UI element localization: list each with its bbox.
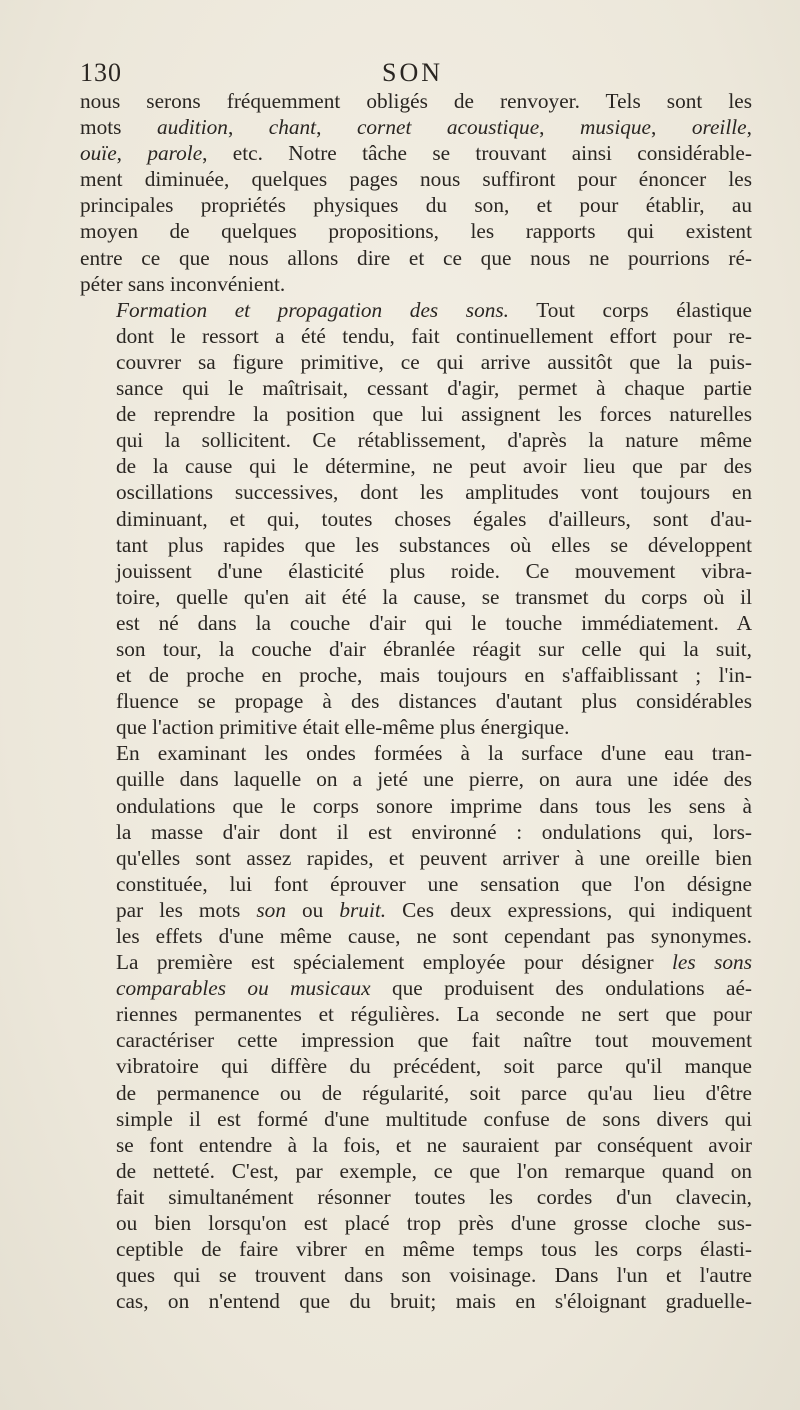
text-run: ,	[746, 115, 752, 140]
text-run: Tout corps élastique	[509, 297, 752, 322]
italic-text: Formation et propagation des sons.	[116, 297, 509, 322]
text-run: ,	[116, 141, 148, 166]
text-run: La première est spécialement employée pour désigner	[116, 950, 673, 975]
text-run: couvrer sa figure primitive, ce qui arrive aussitôt que la puis-	[116, 349, 752, 374]
text-line	[80, 1158, 752, 1184]
text-run: simple il est formé d'une multitude confuse de sons divers qui	[116, 1106, 752, 1131]
text-run: principales propriétés physiques du son, et pour établir, au	[80, 193, 752, 218]
text-line	[80, 636, 752, 662]
text-line	[80, 166, 752, 192]
text-run: ,	[316, 115, 357, 140]
text-line	[80, 245, 752, 271]
text-run: ,	[539, 115, 580, 140]
text-line	[80, 949, 752, 975]
text-run: ,	[227, 115, 269, 140]
body-text	[80, 88, 752, 1314]
text-line	[80, 793, 752, 819]
text-line	[80, 1053, 752, 1079]
text-run: vibratoire qui diffère du précédent, soit parce qu'il manque	[116, 1054, 752, 1079]
text-run: diminuant, et qui, toutes choses égales d'ailleurs, sont d'au-	[116, 506, 752, 531]
text-line	[80, 714, 752, 740]
text-line	[80, 923, 752, 949]
italic-text: musique	[580, 115, 651, 140]
text-run: fait simultanément résonner toutes les cordes d'un clavecin,	[116, 1184, 752, 1209]
text-line	[80, 766, 752, 792]
text-line	[80, 1262, 752, 1288]
text-line	[80, 375, 752, 401]
running-head: SON	[382, 58, 444, 87]
italic-text: chant	[268, 115, 317, 140]
text-line	[80, 349, 752, 375]
text-line	[80, 1236, 752, 1262]
text-line	[80, 558, 752, 584]
text-line	[80, 584, 752, 610]
text-run: ondulations que le corps sonore imprime dans tous les sens à	[116, 793, 752, 818]
text-line	[80, 1001, 752, 1027]
text-run: péter sans inconvénient.	[80, 271, 286, 296]
text-line	[80, 479, 752, 505]
italic-text: cornet acoustique	[356, 115, 540, 140]
text-line	[80, 114, 752, 140]
text-run: mots	[80, 115, 157, 140]
italic-text: audition	[156, 115, 228, 140]
italic-text: parole	[147, 141, 203, 166]
text-run: En examinant les ondes formées à la surface d'une eau tran-	[116, 741, 752, 766]
text-run: quille dans laquelle on a jeté une pierre, on aura une idée des	[116, 767, 752, 792]
text-run: par les mots	[116, 897, 257, 922]
text-line	[80, 140, 752, 166]
text-line	[80, 740, 752, 766]
text-run: ceptible de faire vibrer en même temps tous les corps élasti-	[116, 1237, 752, 1262]
text-run: de reprendre la position que lui assignent les forces naturelles	[116, 402, 752, 427]
italic-text: ouïe	[80, 141, 117, 166]
text-run: que l'action primitive était elle-même plus énergique.	[116, 715, 570, 740]
text-run: de netteté. C'est, par exemple, ce que l'on remarque quand on	[116, 1158, 752, 1183]
text-line	[80, 897, 752, 923]
page-header	[80, 58, 752, 88]
text-run: nous serons fréquemment obligés de renvoyer. Tels sont les	[80, 89, 752, 113]
text-run: les effets d'une même cause, ne sont cependant pas synonymes.	[116, 924, 752, 948]
text-run: ou	[285, 897, 340, 922]
text-line	[80, 401, 752, 427]
text-line	[80, 323, 752, 349]
text-line	[80, 1184, 752, 1210]
text-run: Ces deux expressions, qui indiquent	[386, 897, 752, 922]
text-line	[80, 975, 752, 1001]
text-run: dont le ressort a été tendu, fait continuellement effort pour re-	[116, 323, 752, 348]
text-line	[80, 1027, 752, 1053]
text-line	[80, 662, 752, 688]
italic-text: comparables ou musicaux	[116, 976, 371, 1001]
text-line	[80, 610, 752, 636]
text-line	[80, 506, 752, 532]
text-run: toire, quelle qu'en ait été la cause, se transmet du corps où il	[116, 584, 752, 609]
text-line	[80, 1132, 752, 1158]
text-run: constituée, lui font éprouver une sensation que l'on désigne	[116, 871, 752, 896]
text-run: ment diminuée, quelques pages nous suffiront pour énoncer les	[80, 167, 752, 192]
text-line	[80, 1288, 752, 1314]
text-run: entre ce que nous allons dire et ce que nous ne pourrions ré-	[80, 245, 752, 270]
text-run: est né dans la couche d'air qui le touche immédiatement. A	[116, 610, 752, 635]
text-line	[80, 1080, 752, 1106]
text-line	[80, 192, 752, 218]
text-line	[80, 819, 752, 845]
italic-text: son	[256, 897, 286, 922]
text-line	[80, 88, 752, 114]
text-run: que produisent des ondulations aé-	[370, 976, 752, 1001]
text-run: cas, on n'entend que du bruit; mais en s'éloignant graduelle-	[116, 1289, 752, 1314]
text-line	[80, 271, 752, 297]
italic-text: bruit.	[339, 897, 387, 922]
text-line	[80, 845, 752, 871]
text-run: ques qui se trouvent dans son voisinage. Dans l'un et l'autre	[116, 1263, 752, 1288]
text-run: qui la sollicitent. Ce rétablissement, d'après la nature même	[116, 428, 752, 453]
text-run: fluence se propage à des distances d'autant plus considérables	[116, 689, 752, 714]
paragraph	[80, 88, 752, 297]
text-run: caractériser cette impression que fait naître tout mouvement	[116, 1028, 752, 1053]
text-line	[80, 427, 752, 453]
text-run: et de proche en proche, mais toujours en s'affaiblissant ; l'in-	[116, 663, 752, 688]
text-run: la masse d'air dont il est environné : ondulations qui, lors-	[116, 819, 752, 844]
text-run: , etc. Notre tâche se trouvant ainsi considérable-	[202, 141, 752, 166]
text-run: tant plus rapides que les substances où elles se développent	[116, 532, 752, 557]
text-run: riennes permanentes et régulières. La seconde ne sert que pour	[116, 1002, 752, 1027]
text-run: de la cause qui le détermine, ne peut avoir lieu que par des	[116, 454, 752, 479]
text-line	[80, 1210, 752, 1236]
italic-text: oreille	[691, 115, 747, 140]
text-run: qu'elles sont assez rapides, et peuvent arriver à une oreille bien	[116, 845, 752, 870]
text-line	[80, 453, 752, 479]
text-run: sance qui le maîtrisait, cessant d'agir, permet à chaque partie	[116, 376, 752, 401]
text-run: oscillations successives, dont les amplitudes vont toujours en	[116, 480, 752, 505]
text-run: son tour, la couche d'air ébranlée réagit sur celle qui la suit,	[116, 636, 752, 661]
paragraph	[80, 297, 752, 741]
text-run: se font entendre à la fois, et ne sauraient par conséquent avoir	[116, 1132, 752, 1157]
page-number: 130	[80, 58, 122, 87]
text-run: jouissent d'une élasticité plus roide. Ce mouvement vibra-	[116, 558, 752, 583]
text-run: moyen de quelques propositions, les rapports qui existent	[80, 219, 752, 244]
text-line	[80, 297, 752, 323]
text-line	[80, 688, 752, 714]
text-line	[80, 1106, 752, 1132]
paragraph	[80, 740, 752, 1314]
italic-text: les sons	[672, 950, 752, 975]
text-line	[80, 218, 752, 244]
text-line	[80, 871, 752, 897]
text-run: ou bien lorsqu'on est placé trop près d'une grosse cloche sus-	[116, 1211, 752, 1236]
text-line	[80, 532, 752, 558]
text-run: de permanence ou de régularité, soit parce qu'au lieu d'être	[116, 1080, 752, 1105]
text-run: ,	[650, 115, 692, 140]
